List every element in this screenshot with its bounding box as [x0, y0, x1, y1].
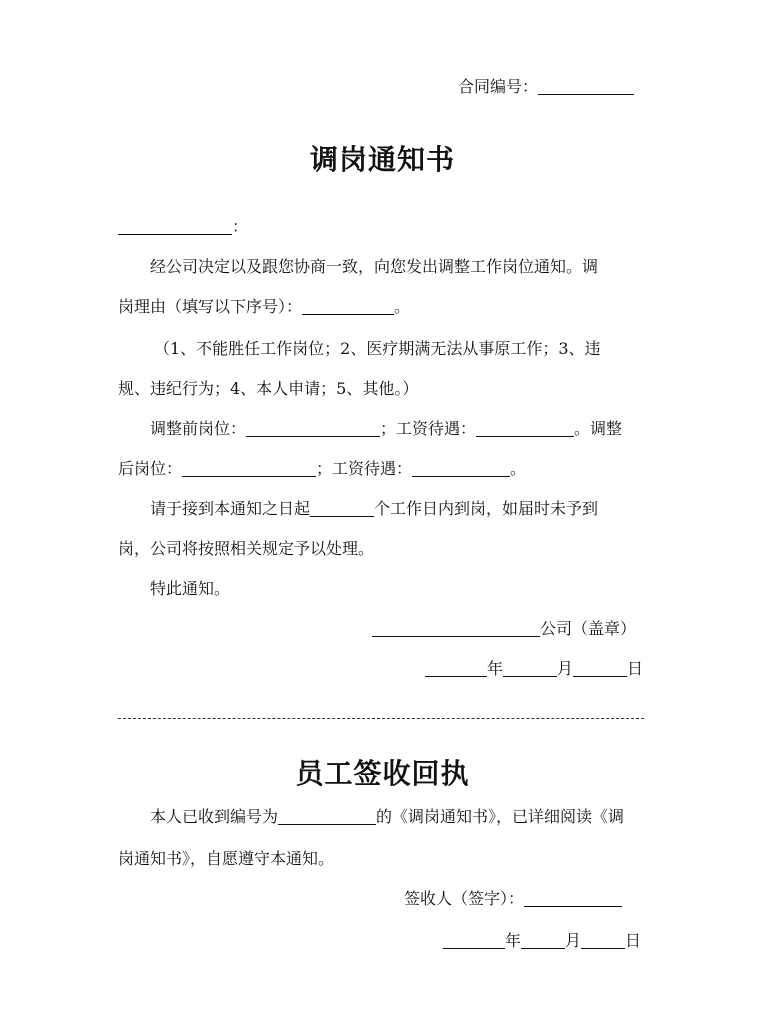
salary-before-label: ；工资待遇： [380, 419, 477, 438]
closing-line: 特此通知。 [150, 579, 231, 598]
receipt-title: 员工签收回执 [295, 757, 470, 790]
notice-year-label: 年 [487, 659, 504, 678]
report-deadline-continued: 个工作日内到岗，如届时未予到 [374, 499, 599, 518]
receipt-number-blank[interactable] [278, 808, 376, 825]
company-seal-line [372, 618, 636, 640]
notice-month-blank[interactable] [503, 660, 557, 677]
paragraph-decision-line2 [118, 296, 410, 318]
signer-label: 签收人（签字）： [404, 889, 525, 908]
receipt-month-label: 月 [565, 931, 582, 950]
reason-options-line2: 规、违纪行为；4、本人申请；5、其他。） [118, 379, 419, 398]
salary-after-label: ；工资待遇： [316, 459, 413, 478]
reason-options-line1: （1、不能胜任工作岗位；2、医疗期满无法从事原工作；3、违 [154, 339, 601, 358]
contract-number-line [458, 76, 634, 98]
contract-number-blank[interactable] [538, 78, 634, 95]
notice-month-label: 月 [557, 659, 574, 678]
receipt-line1 [150, 806, 624, 828]
receipt-date-line [443, 930, 641, 952]
cut-line-divider [118, 718, 644, 719]
workdays-blank[interactable] [310, 500, 374, 517]
salary-before-blank[interactable] [476, 420, 574, 437]
position-after-label: 后岗位： [118, 459, 183, 478]
position-after-blank[interactable] [182, 460, 316, 477]
signer-line [404, 888, 622, 910]
receipt-year-blank[interactable] [443, 932, 505, 949]
salutation-line [118, 216, 248, 238]
receipt-read-text: 的《调岗通知书》，已详细阅读《调 [376, 807, 625, 826]
position-after-end: 。 [510, 459, 527, 478]
position-before-blank[interactable] [246, 420, 380, 437]
reason-number-blank[interactable] [302, 298, 394, 315]
report-deadline-line1 [150, 498, 598, 520]
reason-label: 岗理由（填写以下序号）： [118, 297, 303, 316]
receipt-day-label: 日 [625, 931, 642, 950]
position-after-line [118, 458, 526, 480]
paragraph-decision-line1: 经公司决定以及跟您协商一致，向您发出调整工作岗位通知。调 [150, 257, 599, 276]
notice-day-label: 日 [627, 659, 644, 678]
notice-year-blank[interactable] [425, 660, 487, 677]
receipt-received-label: 本人已收到编号为 [150, 807, 279, 826]
receipt-year-label: 年 [505, 931, 522, 950]
receipt-day-blank[interactable] [581, 932, 625, 949]
recipient-name-blank[interactable] [118, 218, 232, 235]
company-name-blank[interactable] [372, 620, 540, 637]
contract-number-label: 合同编号： [458, 77, 539, 96]
notice-title: 调岗通知书 [309, 143, 455, 176]
position-before-label: 调整前岗位： [150, 419, 247, 438]
receipt-line2: 岗通知书》，自愿遵守本通知。 [118, 849, 335, 868]
reason-end: 。 [394, 297, 411, 316]
notice-date-line [425, 658, 643, 680]
adjust-continued: 。调整 [574, 419, 623, 438]
report-deadline-line2: 岗，公司将按照相关规定予以处理。 [118, 539, 375, 558]
company-seal-label: 公司（盖章） [540, 619, 637, 638]
position-before-line [150, 418, 622, 440]
report-deadline-label: 请于接到本通知之日起 [150, 499, 311, 518]
salutation-colon: ： [232, 217, 249, 236]
signer-blank[interactable] [524, 890, 622, 907]
notice-day-blank[interactable] [573, 660, 627, 677]
receipt-month-blank[interactable] [521, 932, 565, 949]
salary-after-blank[interactable] [412, 460, 510, 477]
